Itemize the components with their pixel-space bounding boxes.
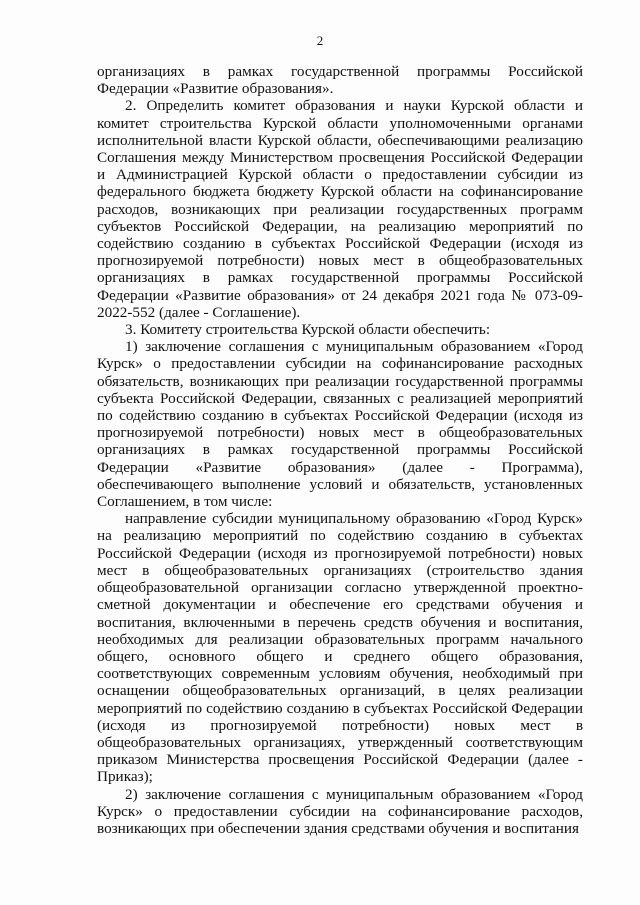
paragraph-subitem-2: 2) заключение соглашения с муниципальным образованием «Город Курск» о предоставлении субсидии на софинансирование расходов, возникающих при обеспечении здания средствами обучения и воспитания	[97, 785, 583, 837]
page-number: 2	[316, 33, 324, 48]
paragraph-item-3: 3. Комитету строительства Курской области обеспечить:	[125, 321, 491, 339]
document-body	[97, 63, 583, 837]
paragraph-item-2: 2. Определить комитет образования и науки Курской области и комитет строительства Курской области уполномоченными органами исполнительной власти Курской области, обеспечивающими реализацию Соглашения между Министерством просвещения Российской Федерации и Администрацией Курской области о предоставлении субсидии из федерального бюджета бюджету Курской области на софинансирование расходов, возникающих при реализации государственных программ субъектов Российской Федерации, на реализацию мероприятий по содействию созданию в субъектах Российской Федерации (исходя из прогнозируемой потребности) новых мест в общеобразовательных организациях в рамках государственной программы Российской Федерации «Развитие образования» от 24 декабря 2021 года № 073-09-2022-552 (далее - Соглашение).	[97, 97, 583, 321]
paragraph-subsidy-direction: направление субсидии муниципальному образованию «Город Курск» на реализацию мероприятий по содействию созданию в субъектах Российской Федерации (исходя из прогнозируемой потребности) новых мест в общеобразовательных организациях (строительство здания общеобразовательной организации согласно утвержденной проектно-сметной документации и обеспечение его средствами обучения и воспитания, включенными в перечень средств обучения и воспитания, необходимых для реализации образовательных программ начального общего, основного общего и среднего общего образования, соответствующих современным условиям обучения, необходимый при оснащении общеобразовательных организаций, в целях реализации мероприятий по содействию созданию в субъектах Российской Федерации (исходя из прогнозируемой потребности) новых мест в общеобразовательных организациях, утвержденный соответствующим приказом Министерства просвещения Российской Федерации (далее - Приказ);	[97, 510, 583, 786]
paragraph-subitem-1: 1) заключение соглашения с муниципальным образованием «Город Курск» о предоставлении субсидии на софинансирование расходных обязательств, возникающих при реализации государственной программы субъекта Российской Федерации, связанных с реализацией мероприятий по содействию созданию в субъектах Российской Федерации (исходя из прогнозируемой потребности) новых мест в общеобразовательных организациях в рамках государственной программы Российской Федерации «Развитие образования» (далее - Программа), обеспечивающего выполнение условий и обязательств, установленных Соглашением, в том числе:	[97, 338, 583, 511]
paragraph-continuation: организациях в рамках государственной программы Российской Федерации «Развитие образования».	[97, 63, 583, 98]
